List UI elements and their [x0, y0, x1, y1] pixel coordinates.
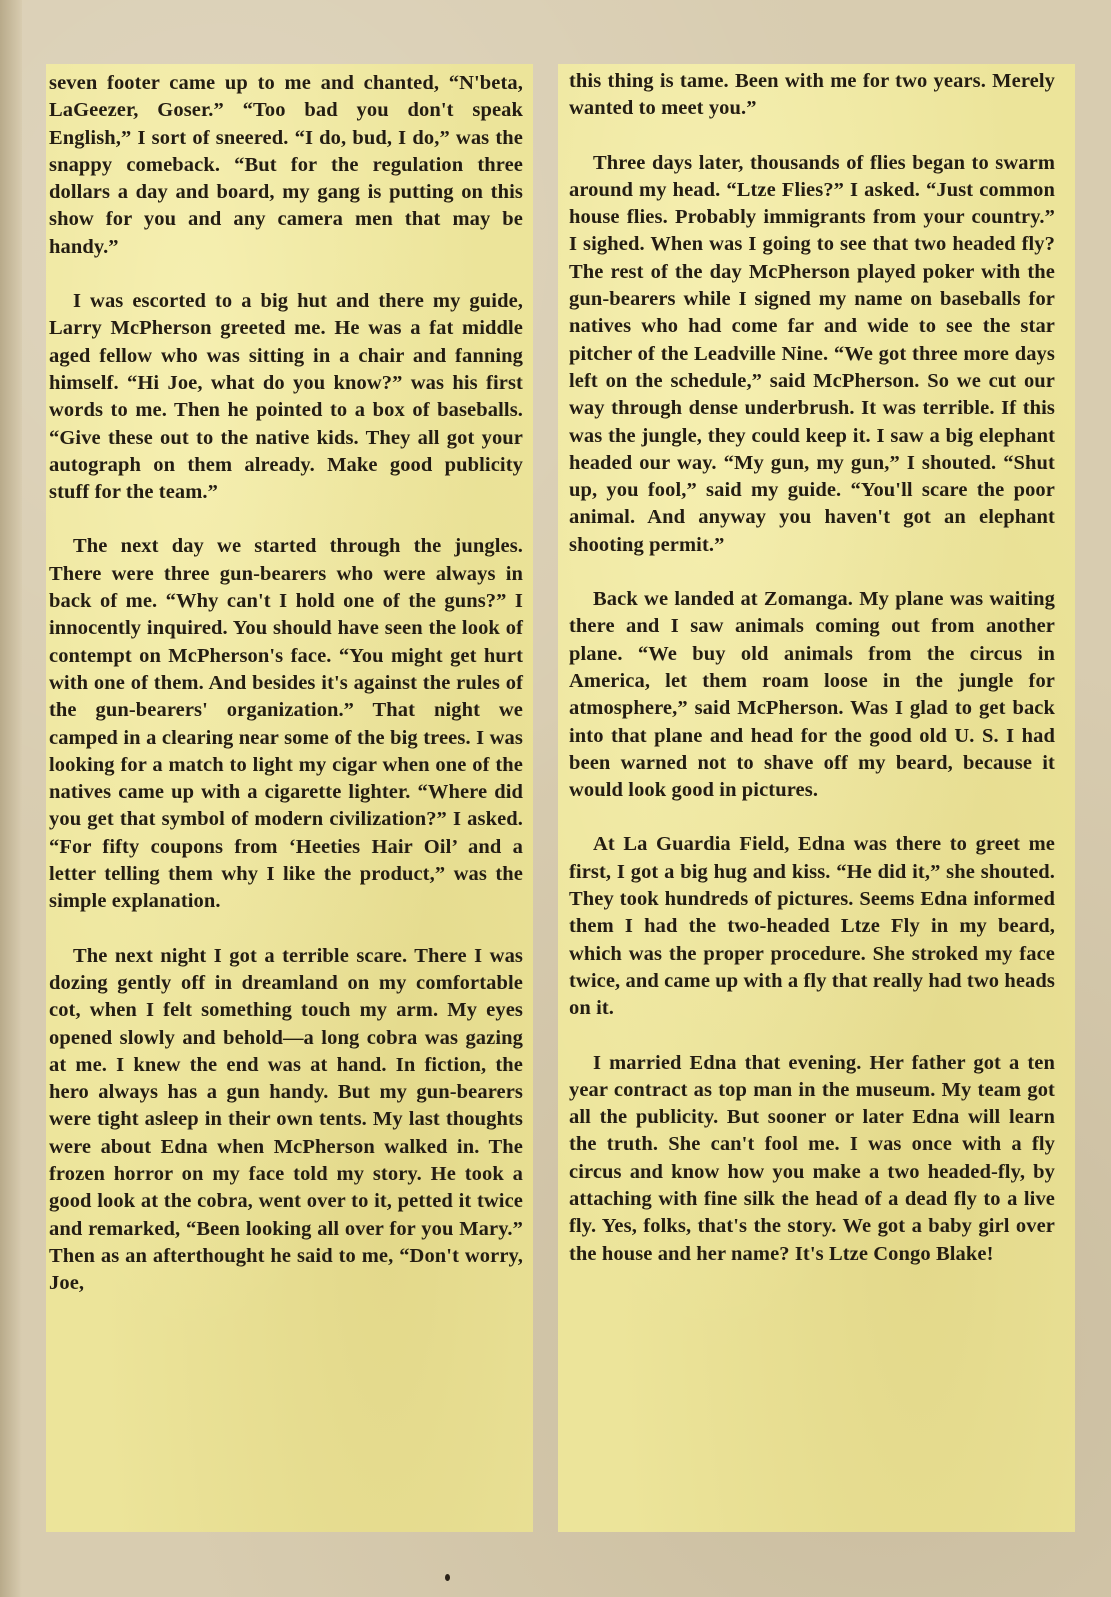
paragraph-right-1: this thing is tame. Been with me for two years. Merely wanted to meet you.” — [569, 70, 1055, 120]
paragraph-left-2: I was escorted to a big hut and there my guide, Larry McPherson greeted me. He was a fat middle aged fellow who was sitting in a chair and fanning himself. “Hi Joe, what do you know?” was his first words to me. Then he pointed to a box of baseballs. “Give these out to the native kids. They all got your autograph on them already. Make good publicity stuff for the team.” — [49, 290, 523, 504]
page-ornament-dot — [445, 1574, 450, 1581]
paragraph-right-5: I married Edna that evening. Her father got a ten year contract as top man in the museum. My team got all the publicity. But sooner or later Edna will learn the truth. She can't fool me. I was once with a fly circus and know how you make a two headed-fly, by attaching with fine silk the head of a dead fly to a live fly. Yes, folks, that's the story. We got a baby girl over the house and her name? It's Ltze Congo Blake! — [569, 1051, 1055, 1265]
page-binding-gutter — [0, 0, 22, 1597]
text-column-left — [46, 64, 533, 1532]
paragraph-right-3: Back we landed at Zomanga. My plane was waiting there and I saw animals coming out from another plane. “We buy old animals from the circus in America, let them roam loose in the jungle for atmosphere,” said McPherson. Was I glad to get back into that plane and head for the good old U. S. I had been warned not to shave off my beard, because it would look good in pictures. — [569, 588, 1055, 802]
paragraph-left-4: The next night I got a terrible scare. There I was dozing gently off in dreamland on my comfortable cot, when I felt something touch my arm. My eyes opened slowly and behold—a long cobra was gazing at me. I knew the end was at hand. In fiction, the hero always has a gun handy. But my gun-bearers were tight asleep in their own tents. My last thoughts were about Edna when McPherson walked in. The frozen horror on my face told my story. He took a good look at the cobra, went over to it, petted it twice and remarked, “Been looking all over for you Mary.” Then as an afterthought he said to me, “Don't worry, Joe, — [49, 944, 523, 1295]
text-column-right — [558, 64, 1075, 1532]
paragraph-right-4: At La Guardia Field, Edna was there to greet me first, I got a big hug and kiss. “He did it,” she shouted. They took hundreds of pictures. Seems Edna informed them I had the two-headed Ltze Fly in my beard, which was the proper procedure. She stroked my face twice, and came up with a fly that really had two heads on it. — [569, 833, 1055, 1020]
paragraph-left-3: The next day we started through the jungles. There were three gun-bearers who were always in back of me. “Why can't I hold one of the guns?” I innocently inquired. You should have seen the look of contempt on McPherson's face. “You might get hurt with one of them. And besides it's against the rules of the gun-bearers' organization.” That night we camped in a clearing near some of the big trees. I was looking for a match to light my cigar when one of the natives came up with a cigarette lighter. “Where did you get that symbol of modern civilization?” I asked. “For fifty coupons from ‘Heeties Hair Oil’ and a letter telling them why I like the product,” was the simple explanation. — [49, 535, 523, 913]
paragraph-left-1: seven footer came up to me and chanted, “N'beta, LaGeezer, Goser.” “Too bad you don't speak English,” I sort of sneered. “I do, bud, I do,” was the snappy comeback. “But for the regulation three dollars a day and board, my gang is putting on this show for you and any camera men that may be handy.” — [49, 72, 523, 258]
paragraph-right-2: Three days later, thousands of flies began to swarm around my head. “Ltze Flies?” I asked. “Just common house flies. Probably immigrants from your country.” I sighed. When was I going to see that two headed fly? The rest of the day McPherson played poker with the gun-bearers while I signed my name on baseballs for natives who had come far and wide to see the star pitcher of the Leadville Nine. “We got three more days left on the schedule,” said McPherson. So we cut our way through dense underbrush. It was terrible. If this was the jungle, they could keep it. I saw a big elephant headed our way. “My gun, my gun,” I shouted. “Shut up, you fool,” said my guide. “You'll scare the poor animal. And anyway you haven't got an elephant shooting permit.” — [569, 151, 1055, 556]
